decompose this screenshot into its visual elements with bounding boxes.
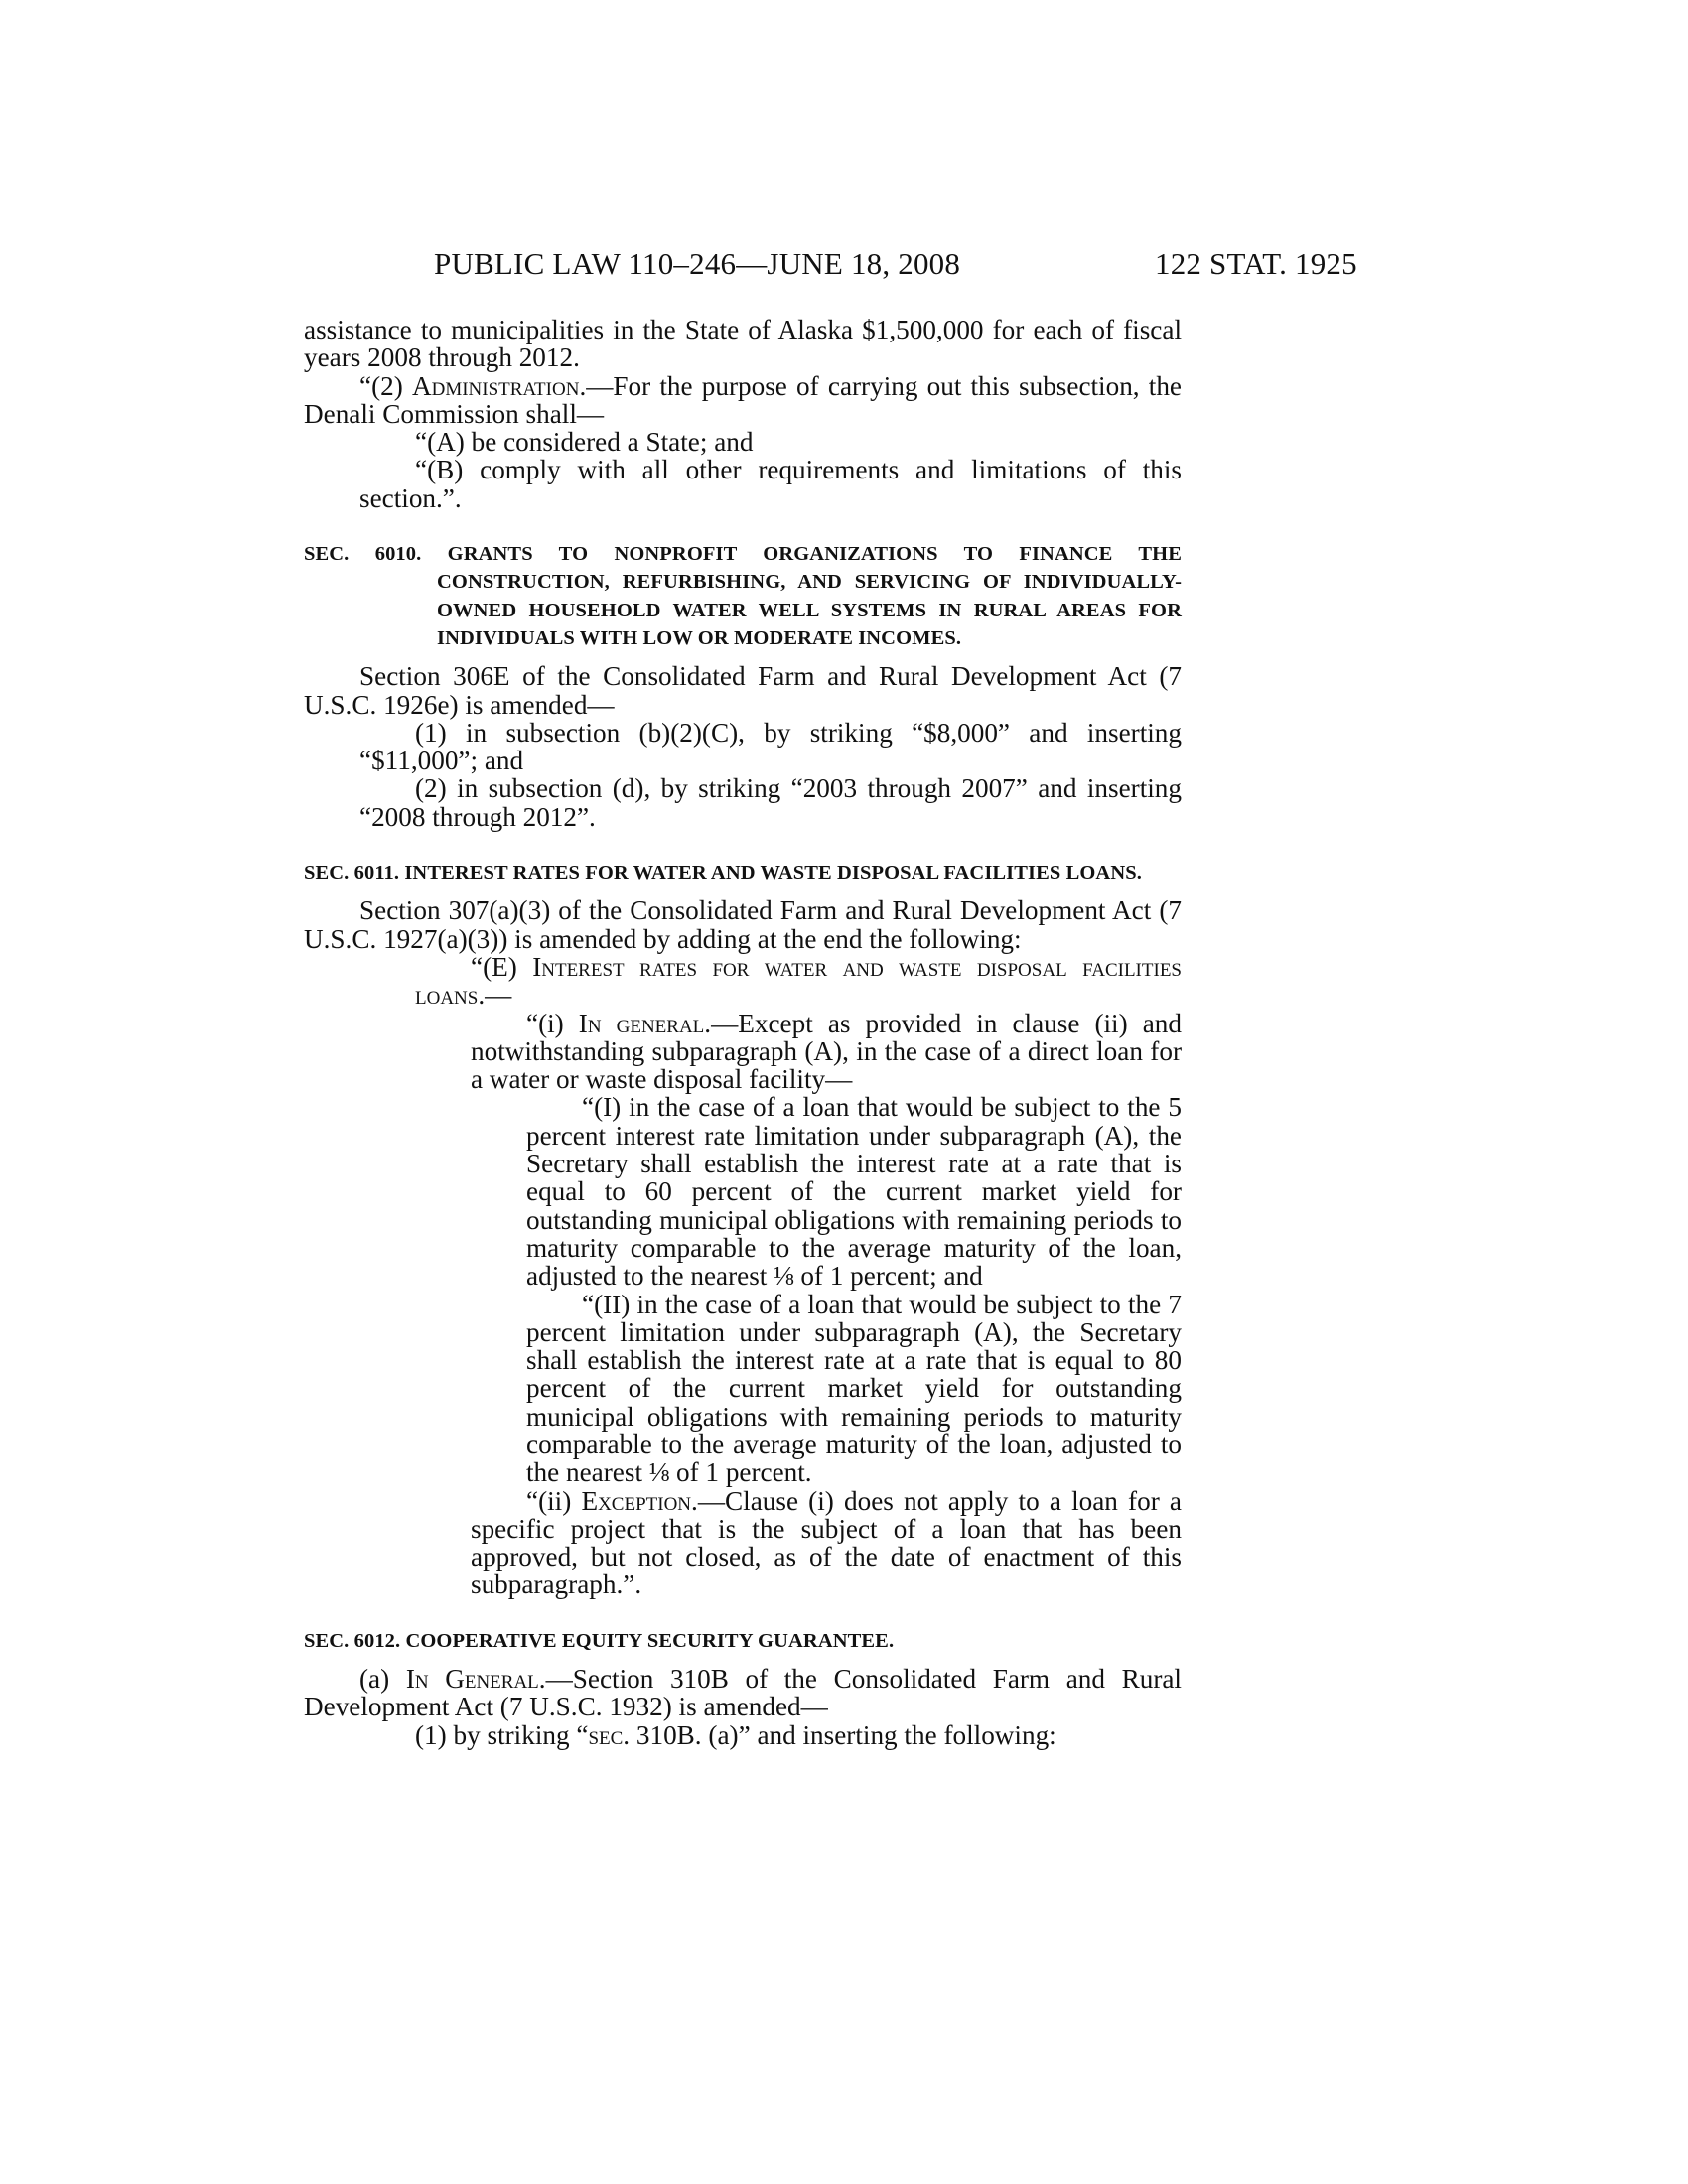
subclause-I: “(I) in the case of a loan that would be subject to the 5 percent interest rate limitation under subparagraph (A), the Secretary shall establish the interest rate at a rate that is equal to 60 percent of the current market yield for outstanding municipal obligations with remaining periods to maturity comparable to the average maturity of the loan, adjusted to the nearest ⅛ of 1 percent; and <box>526 1092 1182 1292</box>
section-6010-heading: SEC. 6010. GRANTS TO NONPROFIT ORGANIZATIONS TO FINANCE THE CONSTRUCTION, REFURBISHING, AND SERVICING OF INDIVIDUALLY-OWNED HOUSEHOLD WATER WELL SYSTEMS IN RURAL AREAS FOR INDIVIDUALS WITH LOW OR MODERATE INCOMES. <box>304 543 1182 649</box>
clause-ii: “(ii) Exception.—Clause (i) does not apply to a loan for a specific project that is the subject of a loan that has been approved, but not closed, as of the date of enactment of this subparagraph.”. <box>471 1485 1182 1600</box>
item-a: “(A) be considered a State; and <box>415 427 754 458</box>
subclause-II: “(II) in the case of a loan that would be subject to the 7 percent limitation under subparagraph (A), the Secretary shall establish the interest rate at a rate that is equal to 80 percent of the current market yield for outstanding municipal obligations with remaining periods to maturity comparable to the average maturity of the loan, adjusted to the nearest ⅛ of 1 percent. <box>526 1289 1182 1488</box>
clause-i: “(i) In general.—Except as provided in clause (ii) and notwithstanding subparagraph (A), in the case of a direct loan for a water or waste disposal facility— <box>471 1008 1182 1095</box>
page-body <box>304 316 1182 1749</box>
section-6012-heading: SEC. 6012. COOPERATIVE EQUITY SECURITY GUARANTEE. <box>304 1629 895 1652</box>
subparagraph-e-heading: “(E) Interest rates for water and waste disposal facilities loans.— <box>415 951 1182 1011</box>
running-header-left: PUBLIC LAW 110–246—JUNE 18, 2008 <box>434 246 961 281</box>
administration-heading: Administration <box>411 370 580 401</box>
section-6012-subsection-a: (a) In General.—Section 310B of the Consolidated Farm and Rural Development Act (7 U.S.C. 1932) is amended— <box>304 1664 1182 1722</box>
section-6011-intro: Section 307(a)(3) of the Consolidated Farm and Rural Development Act (7 U.S.C. 1927(a)(3)) is amended by adding at the end the following: <box>304 895 1182 954</box>
section-6012-item-1: (1) by striking “sec. 310B. (a)” and inserting the following: <box>415 1719 1056 1750</box>
section-6010-intro: Section 306E of the Consolidated Farm and Rural Development Act (7 U.S.C. 1926e) is amended— <box>304 661 1182 720</box>
item-b: “(B) comply with all other requirements and limitations of this section.”. <box>359 455 1182 513</box>
page-number-header: 122 STAT. 1925 <box>1155 246 1357 281</box>
section-6010-item-1: (1) in subsection (b)(2)(C), by striking “$8,000” and inserting “$11,000”; and <box>359 717 1182 776</box>
paragraph-alaska-assistance: assistance to municipalities in the State of Alaska $1,500,000 for each of fiscal years 2008 through 2012. <box>304 315 1182 373</box>
section-6011-heading: SEC. 6011. INTEREST RATES FOR WATER AND WASTE DISPOSAL FACILITIES LOANS. <box>304 862 1142 885</box>
paragraph-administration: “(2) Administration.—For the purpose of carrying out this subsection, the Denali Commission shall— <box>304 370 1183 429</box>
section-6010-item-2: (2) in subsection (d), by striking “2003 through 2007” and inserting “2008 through 2012”. <box>359 773 1182 832</box>
